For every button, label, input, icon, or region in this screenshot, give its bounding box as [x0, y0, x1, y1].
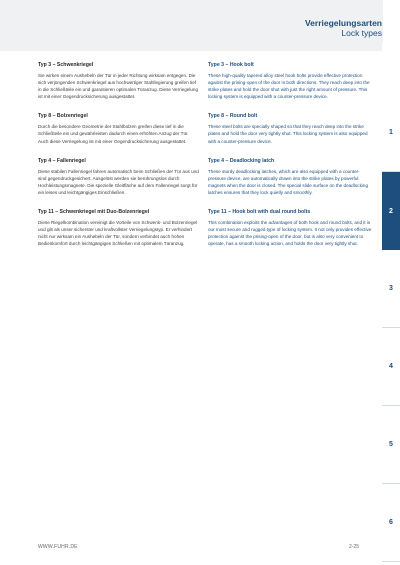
- tab-strip-notch: [382, 43, 400, 63]
- lock-type-title: Type 4 – Deadlocking latch: [208, 157, 275, 164]
- lock-type-block: [208, 62, 374, 100]
- tab-label: 6: [389, 519, 393, 526]
- lock-type-description: These steel bolts are specially shaped so that they reach deep into the strike plates and hold the door very tightly shut. This locking system is also equipped with a counter-pressure device.: [208, 124, 368, 144]
- lock-type-description: Sie wirken einem Aushebeln der Tür in jeder Richtung wirksam entgegen. Die sich verjüngenden Schwenkriegel aus hochwertiger Stahllegierung greifen tief in die Schließteile ein und garantieren optimalen Türanzug. Diese Verriegelung ist mit einer Gegendrucksicherung ausgestattet.: [38, 73, 199, 100]
- lock-type-description: These high-quality tapered alloy steel hook bolts provide effective protection against the prising-open of the door in both directions. They reach deep into the strike plates and hold the door shut with just the right amount of pressure. This locking system is equipped with a counter-pressure device.: [208, 73, 370, 100]
- lock-type-description: Diese Riegelkombination vereinigt die Vorteile von Schwenk- und Bolzenriegel und gilt als unser sicherster und kraftvollster Verriegelungstyp. Er verhindert nicht nur wirksam ein Aushebeln der Tür, sondern verbindet auch hohen Bedienkomfort durch leichtgängiges Schließen mit optimalem Türanzug.: [38, 220, 198, 247]
- lock-type-title: Type 3 – Hook bolt: [208, 62, 254, 68]
- tab-label: 4: [389, 363, 393, 370]
- tab-chapter-6[interactable]: [382, 484, 400, 562]
- lock-type-description: These sturdy deadlocking latches, which are also equipped with a counter-pressure device, are automatically drawn into the strike plates by powerful magnets when the door is closed. The special slide surface on the deadlocking latches ensures that they lock quietly and smoothly.: [208, 168, 369, 195]
- footer-website[interactable]: WWW.FUHR.DE: [38, 544, 78, 550]
- lock-type-block: [208, 158, 374, 196]
- tab-label: 3: [389, 285, 393, 292]
- page-title-english: Lock types: [341, 28, 382, 38]
- lock-type-block: [38, 158, 200, 196]
- tab-chapter-3[interactable]: [382, 250, 400, 328]
- lock-type-description: Diese stabilen Fallenriegel fahren automatisch beim Schließen der Tür aus und sind gegendruckgesichert. Ausgelöst werden sie berührungslos durch Hochleistungsmagnete. Die spezielle Gleitfläche auf dem Fallenriegel sorgt für ein leises und leichtgängiges Einschließen.: [38, 168, 199, 195]
- lock-type-title: Type 11 – Hook bolt with dual round bolts: [208, 209, 311, 216]
- lock-type-description: This combination exploits the advantages of both hook and round bolts, and it is our most secure and rugged type of locking system. It not only provides effective protection against the prising-open of the door, but is also very convenient to operate, has a smooth locking action, and holds the door very tightly shut.: [208, 220, 372, 247]
- lock-type-block: [208, 209, 374, 247]
- tab-chapter-1[interactable]: [382, 94, 400, 172]
- english-column: [208, 62, 374, 260]
- tab-chapter-4[interactable]: [382, 328, 400, 406]
- tab-label: 1: [389, 129, 393, 136]
- german-column: [38, 62, 200, 260]
- page-title: [305, 18, 382, 38]
- lock-type-block: [38, 113, 200, 144]
- tab-label: 2: [389, 207, 393, 215]
- page-title-german: Verriegelungsarten: [304, 18, 382, 28]
- tab-label: 5: [389, 441, 393, 448]
- lock-type-block: [38, 62, 200, 100]
- lock-type-description: Durch die besondere Geometrie der Stahlbolzen greifen diese tief in die Schließteile ein und gewährleisten dadurch einen erhöhten Anzug der Tür. Auch diese Verriegelung ist mit einer Gegendrucksicherung ausgestattet.: [38, 124, 189, 144]
- lock-type-title: Typ 3 – Schwenkriegel: [38, 62, 94, 68]
- lock-type-block: [208, 113, 374, 144]
- lock-type-title: Typ 4 – Fallenriegel: [38, 157, 86, 164]
- lock-type-title: Typ 11 – Schwenkriegel mit Duo-Bolzenriegel: [38, 209, 150, 216]
- tab-chapter-2[interactable]: [382, 172, 400, 250]
- lock-type-title: Type 8 – Round bolt: [208, 113, 258, 120]
- footer-page-number: 2-25: [349, 544, 360, 550]
- lock-type-block: [38, 209, 200, 247]
- lock-type-title: Typ 8 – Bolzenriegel: [38, 113, 88, 120]
- tab-chapter-5[interactable]: [382, 406, 400, 484]
